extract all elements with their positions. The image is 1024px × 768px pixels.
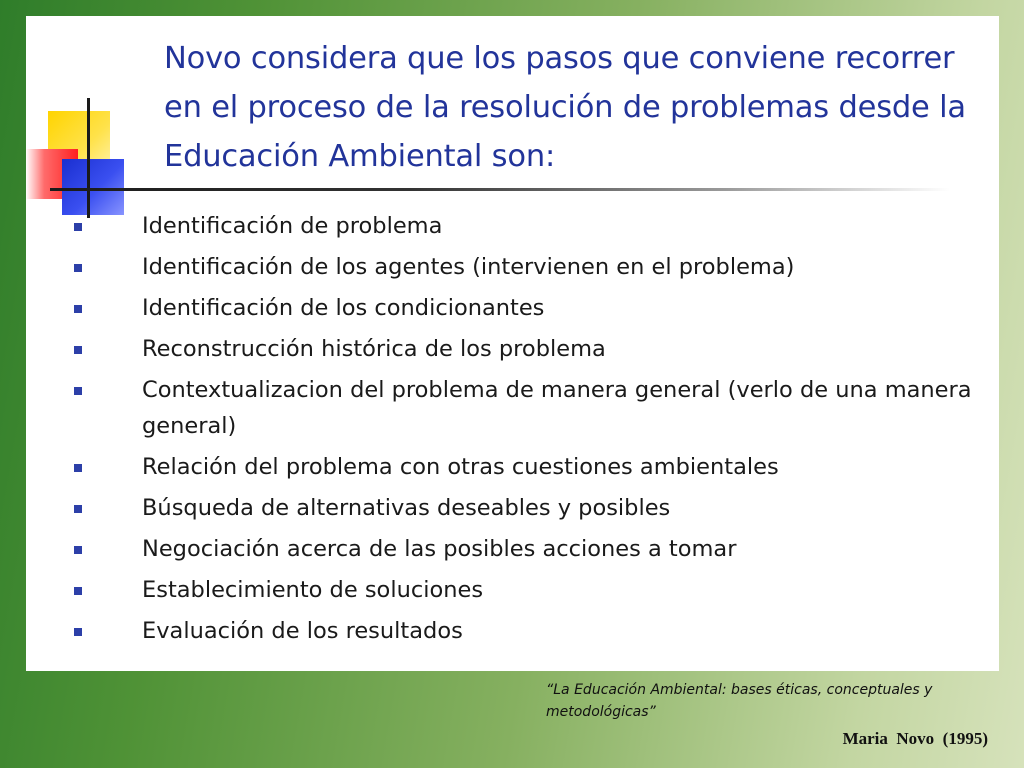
blue-square-decoration	[62, 159, 124, 215]
bullet-icon	[74, 346, 82, 354]
list-item-text: Relación del problema con otras cuestiones ambientales	[142, 454, 779, 480]
citation-text: “La Educación Ambiental: bases éticas, conceptuales y metodológicas”	[546, 682, 933, 720]
list-item	[66, 290, 986, 326]
list-item	[66, 249, 986, 285]
list-item-text: Establecimiento de soluciones	[142, 577, 484, 603]
list-item	[66, 572, 986, 608]
bullet-icon	[74, 305, 82, 313]
list-item-text: Identificación de los agentes (intervienen en el problema)	[142, 254, 795, 280]
list-item-text: Búsqueda de alternativas deseables y posibles	[142, 495, 671, 521]
list-item-text: Negociación acerca de las posibles acciones a tomar	[142, 536, 737, 562]
bullet-icon	[74, 546, 82, 554]
list-item-text: Evaluación de los resultados	[142, 618, 463, 644]
list-item	[66, 613, 986, 649]
list-item	[66, 208, 986, 244]
bullet-icon	[74, 387, 82, 395]
steps-list	[66, 208, 986, 654]
bullet-icon	[74, 505, 82, 513]
list-item-text: Identificación de los condicionantes	[142, 295, 545, 321]
bullet-icon	[74, 223, 82, 231]
slide-panel	[26, 16, 999, 671]
bullet-icon	[74, 264, 82, 272]
list-item	[66, 531, 986, 567]
bullet-icon	[74, 628, 82, 636]
list-item-text: Reconstrucción histórica de los problema	[142, 336, 606, 362]
vertical-line-decoration	[87, 98, 90, 218]
horizontal-divider-line	[50, 188, 950, 191]
author-credit: Maria Novo (1995)	[842, 729, 988, 748]
slide-title: Novo considera que los pasos que conviene recorrer en el proceso de la resolución de problemas desde la Educación Ambiental son:	[164, 41, 966, 174]
list-item-text: Contextualizacion del problema de manera general (verlo de una manera general)	[142, 377, 972, 439]
list-item	[66, 449, 986, 485]
bullet-icon	[74, 464, 82, 472]
list-item	[66, 372, 986, 444]
bullet-icon	[74, 587, 82, 595]
list-item-text: Identificación de problema	[142, 213, 443, 239]
list-item	[66, 490, 986, 526]
list-item	[66, 331, 986, 367]
